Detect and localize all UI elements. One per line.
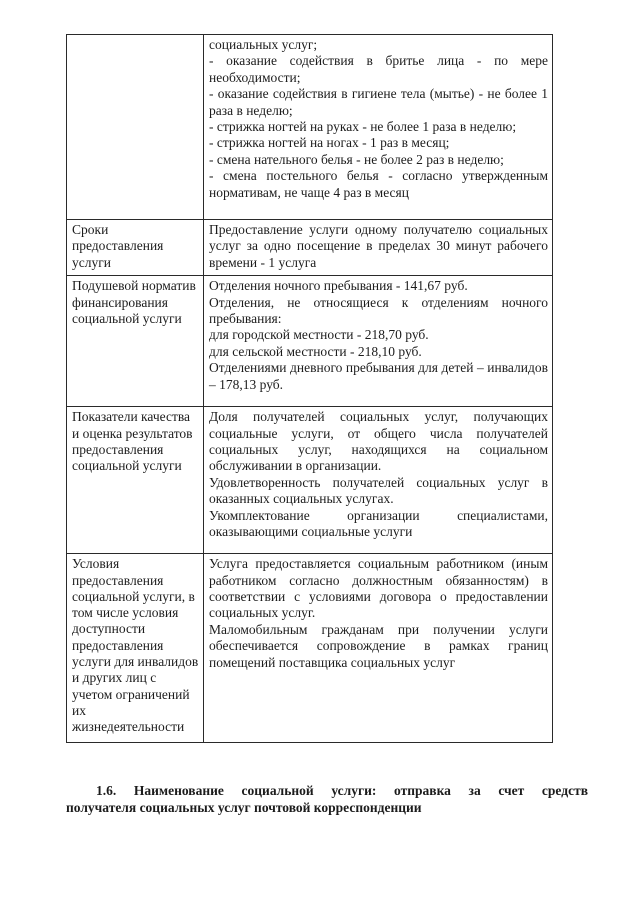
- section-heading-line-1: 1.6. Наименование социальной услуги: отправка за счет средств: [96, 783, 588, 798]
- value-line: - смена нательного белья - не более 2 раз в неделю;: [209, 151, 504, 167]
- table-row: [67, 276, 553, 407]
- row-label-quality: Показатели качества и оценка результатов предоставления социальной услуги: [67, 407, 204, 554]
- row-label-terms: Сроки предоставления услуги: [67, 220, 204, 276]
- value-line: Маломобильным гражданам при получении услуги обеспечивается сопровождение в рамках границ помещений поставщика социальных услуг: [209, 621, 548, 670]
- row-label-financing: Подушевой норматив финансирования социальной услуги: [67, 276, 204, 407]
- value-line: Укомплектование организации специалистами, оказывающими социальные услуги: [209, 507, 548, 540]
- value-line: Доля получателей социальных услуг, получающих социальные услуги, от общего числа получателей социальных услуг, находящихся на социальном обслуживании в организации.: [209, 409, 548, 474]
- service-table: [66, 34, 553, 743]
- value-line: Отделениями дневного пребывания для детей – инвалидов – 178,13 руб.: [209, 360, 548, 392]
- value-line: - стрижка ногтей на ногах - 1 раз в месяц;: [209, 135, 450, 151]
- value-line: Удовлетворенность получателей социальных услуг в оказанных социальных услугах.: [209, 474, 548, 507]
- row-label: [67, 35, 204, 220]
- value-line: - стрижка ногтей на руках - не более 1 раза в неделю;: [209, 119, 517, 135]
- table-row: [67, 407, 553, 554]
- row-label-conditions: Условия предоставления социальной услуги, в том числе условия доступности предоставления услуги для инвалидов и других лиц с учетом ограничений их жизнедеятельности: [67, 554, 204, 743]
- value-line: для сельской местности - 218,10 руб.: [209, 343, 422, 359]
- value-line: Услуга предоставляется социальным работником (иным работником согласно должностным обязанностям) в соответствии с условиями договора о предоставлении социальных услуг.: [209, 556, 548, 621]
- section-heading: [66, 782, 588, 816]
- section-heading-line-2: получателя социальных услуг почтовой корреспонденции: [66, 800, 422, 815]
- value-line: - смена постельного белья - согласно утвержденным нормативам, не чаще 4 раз в месяц: [209, 168, 548, 200]
- row-value-conditions: [204, 554, 553, 743]
- value-line: Отделения ночного пребывания - 141,67 руб.: [209, 278, 468, 294]
- value-line: Предоставление услуги одному получателю социальных услуг за одно посещение в пределах 30 минут рабочего времени - 1 услуга: [209, 222, 548, 270]
- row-value-quality: [204, 407, 553, 554]
- row-value-terms: [204, 220, 553, 276]
- value-line: социальных услуг;: [209, 37, 318, 52]
- row-value-hygiene-services: [204, 35, 553, 220]
- value-line: - оказание содействия в гигиене тела (мытье) - не более 1 раза в неделю;: [209, 86, 548, 118]
- value-line: для городской местности - 218,70 руб.: [209, 327, 429, 343]
- table-row: [67, 554, 553, 743]
- table-row: [67, 220, 553, 276]
- row-value-financing: [204, 276, 553, 407]
- table-row: [67, 35, 553, 220]
- value-line: - оказание содействия в бритье лица - по мере необходимости;: [209, 53, 548, 85]
- value-line: Отделения, не относящиеся к отделениям ночного пребывания:: [209, 294, 548, 327]
